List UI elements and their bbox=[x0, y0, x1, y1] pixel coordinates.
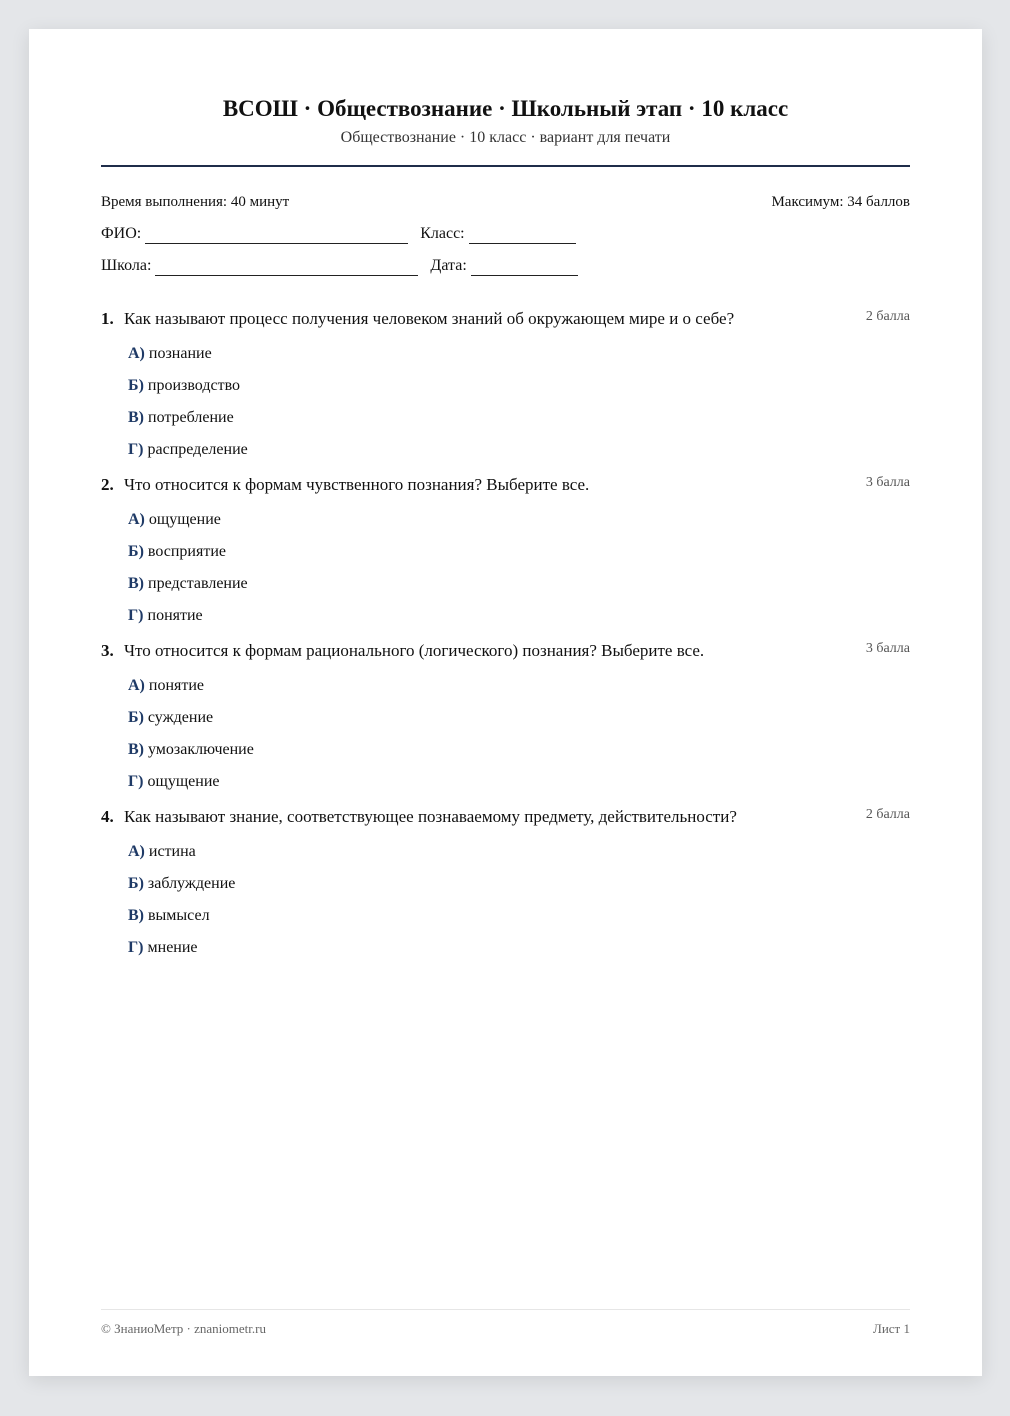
max-score: Максимум: 34 баллов bbox=[771, 194, 910, 210]
option-text: ощущение bbox=[148, 511, 221, 528]
option-letter: В) bbox=[128, 907, 144, 924]
option-g[interactable] bbox=[128, 606, 910, 626]
option-letter: Г) bbox=[128, 607, 144, 624]
fio-label: ФИО: bbox=[101, 225, 142, 242]
class-label: Класс: bbox=[420, 225, 465, 242]
meta-row bbox=[101, 192, 910, 212]
school-label: Школа: bbox=[101, 257, 152, 274]
footer-page-number: Лист 1 bbox=[873, 1321, 910, 1336]
option-v[interactable] bbox=[128, 906, 910, 926]
question-points: 3 балла bbox=[865, 641, 910, 656]
date-field[interactable] bbox=[471, 259, 578, 276]
document-sheet bbox=[29, 29, 982, 1376]
question-text: Что относится к формам рационального (логического) познания? Выберите все. bbox=[124, 641, 705, 660]
option-v[interactable] bbox=[128, 740, 910, 760]
question-3 bbox=[101, 640, 910, 792]
option-text: производство bbox=[147, 377, 241, 394]
option-text: заблуждение bbox=[147, 875, 236, 892]
option-b[interactable] bbox=[128, 376, 910, 396]
option-text: умозаключение bbox=[148, 741, 254, 758]
option-letter: Б) bbox=[128, 709, 144, 726]
question-4 bbox=[101, 806, 910, 958]
option-letter: А) bbox=[128, 511, 145, 528]
question-points: 3 балла bbox=[865, 475, 910, 490]
option-letter: Г) bbox=[128, 939, 144, 956]
option-text: распределение bbox=[147, 441, 248, 458]
option-letter: Б) bbox=[128, 377, 144, 394]
option-g[interactable] bbox=[128, 938, 910, 958]
option-text: восприятие bbox=[147, 543, 226, 560]
fio-field[interactable] bbox=[145, 227, 408, 244]
option-text: представление bbox=[148, 575, 248, 592]
school-field[interactable] bbox=[155, 259, 418, 276]
question-points: 2 балла bbox=[865, 309, 910, 324]
option-letter: В) bbox=[128, 575, 144, 592]
option-text: истина bbox=[148, 843, 196, 860]
class-field[interactable] bbox=[469, 227, 576, 244]
question-list bbox=[101, 308, 910, 958]
option-v[interactable] bbox=[128, 574, 910, 594]
options-list bbox=[128, 842, 910, 958]
option-text: суждение bbox=[147, 709, 214, 726]
option-letter: А) bbox=[128, 677, 145, 694]
question-text: Как называют знание, соответствующее познаваемому предмету, действительности? bbox=[124, 807, 737, 826]
document-subtitle: Обществознание · 10 класс · вариант для печати bbox=[340, 129, 671, 146]
option-text: понятие bbox=[147, 607, 203, 624]
option-b[interactable] bbox=[128, 708, 910, 728]
option-a[interactable] bbox=[128, 676, 910, 696]
option-text: понятие bbox=[148, 677, 205, 694]
sheet-content bbox=[101, 29, 910, 1376]
option-text: мнение bbox=[147, 939, 198, 956]
date-label: Дата: bbox=[430, 257, 467, 274]
question-number: 3. bbox=[101, 641, 114, 660]
time-limit: Время выполнения: 40 минут bbox=[101, 194, 290, 210]
question-number: 1. bbox=[101, 309, 114, 328]
options-list bbox=[128, 676, 910, 792]
option-letter: Б) bbox=[128, 875, 144, 892]
option-v[interactable] bbox=[128, 408, 910, 428]
option-text: познание bbox=[148, 345, 212, 362]
option-letter: Г) bbox=[128, 773, 144, 790]
option-letter: В) bbox=[128, 409, 144, 426]
options-list bbox=[128, 344, 910, 460]
question-number: 4. bbox=[101, 807, 114, 826]
option-letter: А) bbox=[128, 345, 145, 362]
option-letter: Г) bbox=[128, 441, 144, 458]
question-number: 2. bbox=[101, 475, 114, 494]
option-b[interactable] bbox=[128, 542, 910, 562]
question-points: 2 балла bbox=[865, 807, 910, 822]
option-text: ощущение bbox=[147, 773, 220, 790]
option-text: потребление bbox=[148, 409, 234, 426]
document-header bbox=[101, 29, 910, 167]
option-a[interactable] bbox=[128, 842, 910, 862]
option-letter: А) bbox=[128, 843, 145, 860]
document-title: ВСОШ · Обществознание · Школьный этап · 10 класс bbox=[222, 96, 789, 121]
option-text: вымысел bbox=[148, 907, 210, 924]
header-divider bbox=[101, 165, 910, 167]
question-text: Что относится к формам чувственного познания? Выберите все. bbox=[124, 475, 590, 494]
option-a[interactable] bbox=[128, 344, 910, 364]
school-date-row bbox=[101, 256, 910, 276]
option-g[interactable] bbox=[128, 772, 910, 792]
fio-class-row bbox=[101, 224, 910, 244]
option-g[interactable] bbox=[128, 440, 910, 460]
question-text: Как называют процесс получения человеком знаний об окружающем мире и о себе? bbox=[124, 309, 735, 328]
option-letter: Б) bbox=[128, 543, 144, 560]
option-b[interactable] bbox=[128, 874, 910, 894]
option-letter: В) bbox=[128, 741, 144, 758]
question-2 bbox=[101, 474, 910, 626]
option-a[interactable] bbox=[128, 510, 910, 530]
options-list bbox=[128, 510, 910, 626]
document-footer bbox=[101, 1309, 910, 1337]
footer-copyright: © ЗнаниоМетр · znaniometr.ru bbox=[101, 1321, 266, 1336]
question-1 bbox=[101, 308, 910, 460]
